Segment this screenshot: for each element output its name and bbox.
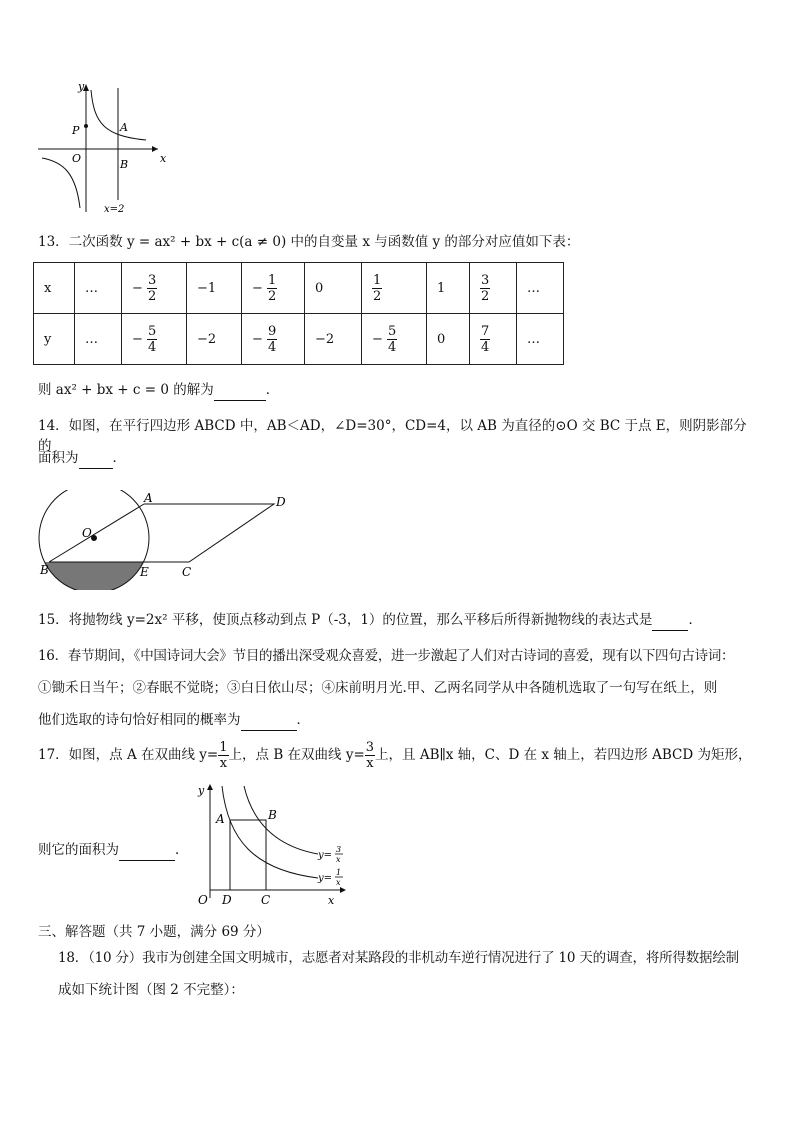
q13-answer-line <box>38 380 754 401</box>
q16-answer-blank[interactable] <box>241 710 297 731</box>
curve3-label-num: 3 <box>336 845 342 854</box>
section3-title: 三、解答题（共 7 小题，满分 69 分） <box>38 924 270 940</box>
label-o: O <box>72 152 82 165</box>
label-p: P <box>72 124 80 137</box>
q16-line3-suffix: ． <box>296 712 310 728</box>
label-b: B <box>268 808 277 822</box>
q17-frac1: $\frac{1}{x}$ <box>219 740 228 771</box>
q15-answer-blank[interactable] <box>652 610 688 631</box>
label-e: E <box>140 565 149 579</box>
x-axis-arrow <box>340 887 346 893</box>
label-a: A <box>120 121 128 134</box>
y-axis-arrow <box>207 784 213 790</box>
cell: 0 <box>427 314 470 365</box>
label-d: D <box>276 495 286 509</box>
q17-line2-prefix: 则它的面积为 <box>38 842 119 858</box>
label-y: y <box>78 80 85 93</box>
q13-answer-prefix: 则 ax² + bx + c = 0 的解为 <box>38 382 214 398</box>
label-o: O <box>82 526 92 540</box>
q17-line2 <box>38 840 754 861</box>
q18-line2: 成如下统计图（图 2 不完整）： <box>58 982 244 998</box>
segment-ab <box>49 504 144 562</box>
cell: … <box>517 263 564 314</box>
rectangle-abcd <box>230 820 266 890</box>
q15-suffix: ． <box>688 612 702 628</box>
label-x: x <box>328 894 335 907</box>
q17-part2: 上，点 B 在双曲线 y= <box>228 747 365 763</box>
hyperbola-branch-lower <box>42 158 80 208</box>
curve3-label-prefix: y= <box>318 850 333 861</box>
q13-value-table <box>33 262 564 365</box>
q12-hyperbola-figure <box>34 78 174 218</box>
curve3-label-den: x <box>336 855 341 864</box>
q17-part1: 17．如图，点 A 在双曲线 y= <box>38 747 219 763</box>
cell: 1 <box>427 263 470 314</box>
cell: − $\frac{9}{4}$ <box>242 314 305 365</box>
curve1-label-num: 1 <box>336 868 342 877</box>
table-row-x <box>34 263 564 314</box>
point-p <box>84 124 88 128</box>
q16-line2: ①锄禾日当午；②春眠不觉晓；③白日依山尽；④床前明月光.甲、乙两名同学从中各随机选取了一句写在纸上，则 <box>38 680 718 696</box>
q14-line2-prefix: 面积为 <box>38 450 79 466</box>
curve1-label-prefix: y= <box>318 873 333 884</box>
label-a: A <box>216 812 225 826</box>
label-x-equals-2: x=2 <box>104 204 125 215</box>
cell: $\frac{3}{2}$ <box>470 263 517 314</box>
q17-frac2: $\frac{3}{x}$ <box>365 740 375 771</box>
label-b: B <box>120 158 129 171</box>
q15-line <box>38 610 754 631</box>
x-axis-arrow <box>152 146 158 152</box>
q13-answer-suffix: ． <box>265 382 280 398</box>
label-o: O <box>198 893 208 907</box>
q16-line3-prefix: 他们选取的诗句恰好相同的概率为 <box>38 712 241 728</box>
q16-line1: 16．春节期间，《中国诗词大会》节目的播出深受观众喜爱，进一步激起了人们对古诗词的喜爱，现有以下四句古诗词： <box>38 648 735 664</box>
q13-stem: 13．二次函数 y = ax² + bx + c(a ≠ 0) 中的自变量 x 与函数值 y 的部分对应值如下表： <box>38 234 580 250</box>
cell: − $\frac{3}{2}$ <box>122 263 187 314</box>
label-c: C <box>182 565 192 579</box>
cell: −2 <box>187 314 242 365</box>
q15-text: 15．将抛物线 y=2x² 平移，使顶点移动到点 P（-3，1）的位置，那么平移后所得新抛物线的表达式是 <box>38 612 653 628</box>
cell: … <box>75 314 122 365</box>
q14-parallelogram-figure <box>36 490 296 590</box>
q17-answer-blank[interactable] <box>119 840 175 861</box>
label-c: C <box>261 893 271 907</box>
label-b: B <box>40 563 49 577</box>
cell: … <box>517 314 564 365</box>
q14-line2-suffix: ． <box>112 450 126 466</box>
q13-answer-blank[interactable] <box>214 380 266 401</box>
table-row-y <box>34 314 564 365</box>
label-y: y <box>198 784 205 797</box>
q14-answer-blank[interactable] <box>79 448 113 469</box>
cell: $\frac{1}{2}$ <box>362 263 427 314</box>
cell: − $\frac{5}{4}$ <box>122 314 187 365</box>
label-d: D <box>222 893 232 907</box>
q18-line1: 18．（10 分）我市为创建全国文明城市，志愿者对某路段的非机动车逆行情况进行了 10 天的调查，将所得数据绘制 <box>58 950 739 966</box>
cell: − $\frac{1}{2}$ <box>242 263 305 314</box>
q14-line1: 14．如图，在平行四边形 ABCD 中，AB＜AD，∠D=30°，CD=4，以 AB 为直径的⊙O 交 BC 于点 E，则阴影部分的 <box>38 418 747 454</box>
q16-line3 <box>38 710 754 731</box>
cell: − $\frac{5}{4}$ <box>362 314 427 365</box>
row-label-x: x <box>34 263 75 314</box>
cell: −2 <box>305 314 362 365</box>
cell: $\frac{7}{4}$ <box>470 314 517 365</box>
q17-hyperbola-rectangle-figure <box>194 780 354 908</box>
cell: … <box>75 263 122 314</box>
cell: −1 <box>187 263 242 314</box>
q17-line2-suffix: ． <box>175 842 189 858</box>
row-label-y: y <box>34 314 75 365</box>
curve1-label-den: x <box>336 878 341 887</box>
q17-line1 <box>38 738 754 772</box>
cell: 0 <box>305 263 362 314</box>
q14-line2 <box>38 448 754 469</box>
q17-part3: 上，且 AB∥x 轴，C、D 在 x 轴上，若四边形 ABCD 为矩形， <box>375 747 752 763</box>
label-x: x <box>160 152 167 165</box>
label-a: A <box>144 491 153 505</box>
